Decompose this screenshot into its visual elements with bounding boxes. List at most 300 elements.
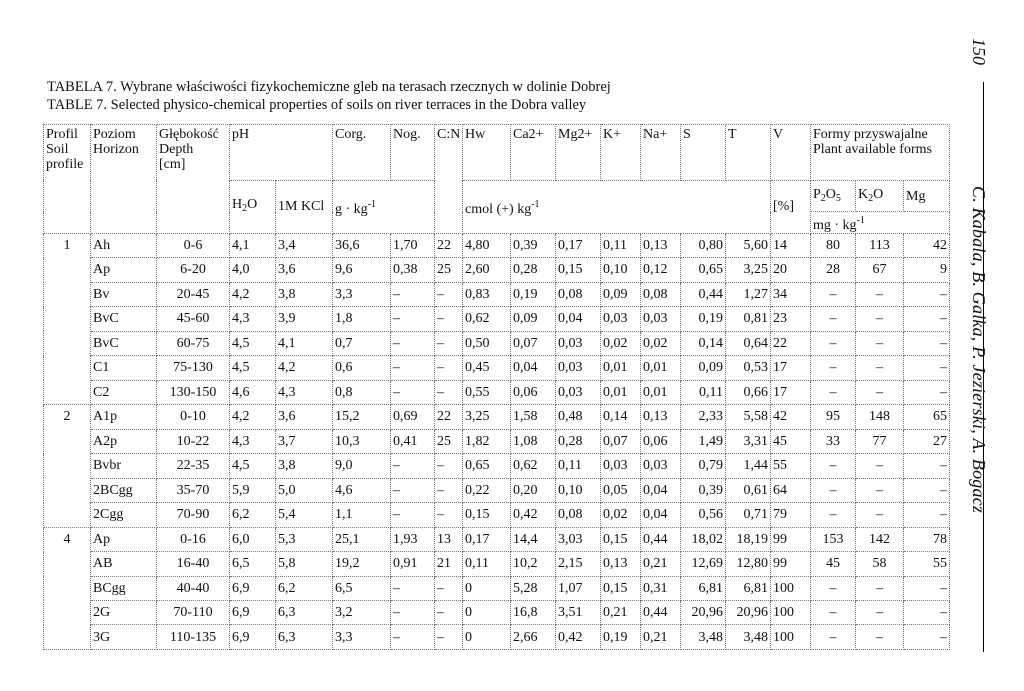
table-cell: –: [435, 356, 463, 380]
table-cell: 6,3: [276, 625, 333, 650]
table-cell: –: [856, 503, 904, 527]
table-cell: 2G: [91, 600, 157, 624]
table-cell: 75-130: [157, 356, 230, 380]
table-cell: 2BCgg: [91, 478, 157, 502]
table-cell: 1,1: [333, 503, 391, 527]
table-cell: 0,64: [726, 331, 771, 355]
table-cell: 12,80: [726, 552, 771, 576]
table-cell: 0,19: [681, 307, 726, 331]
table-row: [44, 380, 950, 404]
table-cell: 0,19: [511, 282, 556, 306]
table-cell: BvC: [91, 307, 157, 331]
table-cell: 1,58: [511, 405, 556, 429]
header-corg: Corg.: [333, 125, 391, 181]
table-cell: –: [856, 331, 904, 355]
table-cell: –: [435, 625, 463, 650]
table-cell: –: [904, 503, 950, 527]
table-cell: 0,50: [463, 331, 511, 355]
header-unit-cmol: cmol (+) $kg^{-1}$: [463, 180, 771, 233]
table-cell: 3,8: [276, 282, 333, 306]
table-cell: 0,42: [511, 503, 556, 527]
table-cell: 4,3: [230, 429, 276, 453]
header-poziom: Poziom Horizon: [91, 125, 157, 234]
table-cell: 0,04: [641, 478, 681, 502]
table-cell: 0,21: [601, 600, 641, 624]
header-cn: C:N: [435, 125, 463, 234]
table-cell: 0,13: [601, 552, 641, 576]
table-cell: 0,11: [463, 552, 511, 576]
header-unit-g: $g \cdot kg^{-1}$: [333, 180, 435, 233]
table-cell: 6-20: [157, 258, 230, 282]
table-cell: 0: [463, 576, 511, 600]
table-cell: 0,09: [601, 282, 641, 306]
table-cell: 22: [435, 233, 463, 257]
table-row: [44, 405, 950, 429]
table-cell: 0,14: [601, 405, 641, 429]
table-cell: –: [435, 380, 463, 404]
table-cell: 0,91: [391, 552, 435, 576]
table-cell: 58: [856, 552, 904, 576]
header-glebokosc: Głębokość Depth [cm]: [157, 125, 230, 234]
table-cell: 2,60: [463, 258, 511, 282]
table-cell: 99: [771, 552, 811, 576]
table-cell: 0,21: [641, 625, 681, 650]
page-number: 150: [969, 38, 989, 65]
table-cell: 1,44: [726, 454, 771, 478]
table-cell: –: [904, 331, 950, 355]
table-cell: 3,8: [276, 454, 333, 478]
table-cell: 9,6: [333, 258, 391, 282]
table-cell: 4,80: [463, 233, 511, 257]
table-cell: 79: [771, 503, 811, 527]
table-cell: 65: [904, 405, 950, 429]
table-cell: A1p: [91, 405, 157, 429]
table-cell: 5,8: [276, 552, 333, 576]
table-cell: 4,5: [230, 454, 276, 478]
table-cell: 4,5: [230, 356, 276, 380]
table-cell: 9,0: [333, 454, 391, 478]
table-cell: –: [435, 600, 463, 624]
table-cell: 33: [811, 429, 856, 453]
table-cell: 13: [435, 527, 463, 551]
table-cell: 16-40: [157, 552, 230, 576]
table-cell: –: [811, 380, 856, 404]
table-cell: –: [856, 576, 904, 600]
table-cell: 10,3: [333, 429, 391, 453]
table-cell: 4,6: [230, 380, 276, 404]
header-unit-pct: [%]: [771, 180, 811, 233]
table-cell: 0,04: [556, 307, 601, 331]
table-caption: [47, 78, 611, 114]
table-cell: 100: [771, 625, 811, 650]
table-cell: A2p: [91, 429, 157, 453]
table-cell: 3G: [91, 625, 157, 650]
table-cell: 0,44: [641, 600, 681, 624]
table-cell: 4,2: [230, 405, 276, 429]
table-cell: 0,56: [681, 503, 726, 527]
table-cell: 0,6: [333, 356, 391, 380]
table-cell: 6,3: [276, 600, 333, 624]
table-cell: 4,2: [230, 282, 276, 306]
table-cell: 0-6: [157, 233, 230, 257]
table-cell: 0,31: [641, 576, 681, 600]
table-cell: 0,28: [511, 258, 556, 282]
table-cell: 4,0: [230, 258, 276, 282]
table-cell: 0,01: [601, 356, 641, 380]
table-cell: 0,81: [726, 307, 771, 331]
table-cell: –: [391, 331, 435, 355]
table-cell: 3,25: [726, 258, 771, 282]
header-k: K+: [601, 125, 641, 181]
table-cell: 0-10: [157, 405, 230, 429]
table-cell: –: [435, 576, 463, 600]
table-cell: 0,11: [556, 454, 601, 478]
table-cell: –: [811, 625, 856, 650]
table-cell: 0,62: [511, 454, 556, 478]
table-cell: 67: [856, 258, 904, 282]
table-cell: –: [856, 282, 904, 306]
table-cell: –: [904, 282, 950, 306]
header-unit-mg: mg · $kg^{-1}$: [811, 212, 950, 233]
table-row: [44, 356, 950, 380]
table-cell: 22-35: [157, 454, 230, 478]
caption-english: TABLE 7. Selected physico-chemical properties of soils on river terraces in the Dobra valley: [47, 97, 587, 113]
table-cell: 153: [811, 527, 856, 551]
table-cell: 3,4: [276, 233, 333, 257]
table-cell: 45: [771, 429, 811, 453]
table-cell: 0,07: [601, 429, 641, 453]
table-cell: 6,2: [230, 503, 276, 527]
header-h2o: $H_2O$: [230, 180, 276, 233]
table-cell: 0,08: [556, 503, 601, 527]
table-cell: –: [435, 454, 463, 478]
table-cell: –: [856, 600, 904, 624]
table-cell: 60-75: [157, 331, 230, 355]
table-cell: 70-90: [157, 503, 230, 527]
table-cell: 1,93: [391, 527, 435, 551]
table-cell: –: [435, 307, 463, 331]
table-cell: 25,1: [333, 527, 391, 551]
table-cell: 0,11: [601, 233, 641, 257]
table-cell: 0-16: [157, 527, 230, 551]
table-cell: –: [435, 478, 463, 502]
table-cell: 0,13: [641, 405, 681, 429]
table-row: [44, 233, 950, 257]
table-cell: –: [391, 625, 435, 650]
header-hw: Hw: [463, 125, 511, 181]
table-cell: 0,02: [601, 503, 641, 527]
table-cell: 3,31: [726, 429, 771, 453]
table-cell: –: [391, 307, 435, 331]
table-cell: 0,01: [601, 380, 641, 404]
table-cell: 2Cgg: [91, 503, 157, 527]
table-cell: 0,02: [601, 331, 641, 355]
table-cell: 0,04: [641, 503, 681, 527]
table-cell: –: [856, 356, 904, 380]
table-cell: –: [856, 625, 904, 650]
table-cell: 100: [771, 576, 811, 600]
table-cell: 0,03: [641, 454, 681, 478]
table-cell: –: [904, 454, 950, 478]
header-mg2: Mg2+: [556, 125, 601, 181]
table-row: [44, 527, 950, 551]
table-cell: 6,2: [276, 576, 333, 600]
table-cell: C2: [91, 380, 157, 404]
table-cell: 4,1: [230, 233, 276, 257]
table-cell: 1,70: [391, 233, 435, 257]
table-cell: 0,17: [463, 527, 511, 551]
table-cell: 0,55: [463, 380, 511, 404]
table-cell: –: [391, 380, 435, 404]
table-row: [44, 307, 950, 331]
table-row: [44, 552, 950, 576]
table-cell: 70-110: [157, 600, 230, 624]
table-cell: –: [391, 356, 435, 380]
table-cell: 0,06: [511, 380, 556, 404]
soil-properties-table: [43, 124, 950, 650]
table-cell: 4,1: [276, 331, 333, 355]
table-cell: 10,2: [511, 552, 556, 576]
table-cell: 6,5: [333, 576, 391, 600]
table-cell: 20: [771, 258, 811, 282]
table-cell: 0,03: [556, 331, 601, 355]
profile-id-cell: 2: [44, 405, 91, 527]
table-cell: 14,4: [511, 527, 556, 551]
table-cell: 3,03: [556, 527, 601, 551]
table-row: [44, 576, 950, 600]
table-row: [44, 600, 950, 624]
table-cell: 0,45: [463, 356, 511, 380]
header-v: V: [771, 125, 811, 181]
header-formy: Formy przyswajalne Plant available forms: [811, 125, 950, 181]
table-cell: –: [811, 307, 856, 331]
table-cell: 0,22: [463, 478, 511, 502]
table-cell: –: [904, 307, 950, 331]
table-cell: 2,15: [556, 552, 601, 576]
table-cell: 4,5: [230, 331, 276, 355]
table-cell: –: [435, 331, 463, 355]
header-profil: Profil Soil profile: [44, 125, 91, 234]
table-cell: –: [904, 478, 950, 502]
table-cell: 6,9: [230, 625, 276, 650]
table-cell: 0,15: [601, 576, 641, 600]
table-cell: 0,21: [641, 552, 681, 576]
table-row: [44, 625, 950, 650]
table-cell: 0,17: [556, 233, 601, 257]
table-cell: –: [811, 503, 856, 527]
table-cell: C1: [91, 356, 157, 380]
table-cell: 99: [771, 527, 811, 551]
table-cell: 18,19: [726, 527, 771, 551]
table-cell: BCgg: [91, 576, 157, 600]
table-cell: 4,2: [276, 356, 333, 380]
table-cell: 36,6: [333, 233, 391, 257]
table-cell: 14: [771, 233, 811, 257]
table-cell: 42: [771, 405, 811, 429]
header-ca: Ca2+: [511, 125, 556, 181]
table-cell: 0,08: [641, 282, 681, 306]
table-cell: 2,33: [681, 405, 726, 429]
table-cell: 5,0: [276, 478, 333, 502]
table-cell: 17: [771, 356, 811, 380]
table-cell: 23: [771, 307, 811, 331]
table-cell: –: [904, 576, 950, 600]
table-cell: AB: [91, 552, 157, 576]
table-cell: 6,81: [681, 576, 726, 600]
table-cell: 0: [463, 600, 511, 624]
table-cell: 64: [771, 478, 811, 502]
profile-id-cell: 4: [44, 527, 91, 649]
table-cell: 12,69: [681, 552, 726, 576]
table-row: [44, 503, 950, 527]
table-cell: 142: [856, 527, 904, 551]
table-cell: –: [811, 356, 856, 380]
table-cell: 9: [904, 258, 950, 282]
table-cell: –: [391, 478, 435, 502]
table-cell: 130-150: [157, 380, 230, 404]
table-cell: 15,2: [333, 405, 391, 429]
table-cell: –: [904, 380, 950, 404]
table-cell: 0,7: [333, 331, 391, 355]
table-cell: 6,5: [230, 552, 276, 576]
table-cell: 0,28: [556, 429, 601, 453]
table-cell: 0,10: [601, 258, 641, 282]
table-cell: 1,49: [681, 429, 726, 453]
table-cell: 0,15: [556, 258, 601, 282]
table-cell: –: [904, 356, 950, 380]
table-cell: 1,07: [556, 576, 601, 600]
table-cell: 55: [904, 552, 950, 576]
table-body: [44, 125, 950, 650]
table-cell: 0,06: [641, 429, 681, 453]
table-cell: Ah: [91, 233, 157, 257]
table-cell: 0,01: [641, 380, 681, 404]
table-cell: 6,9: [230, 600, 276, 624]
table-cell: 0,44: [681, 282, 726, 306]
table-cell: 0,02: [641, 331, 681, 355]
header-p2o5: $P_2O_5$: [811, 180, 856, 212]
table-cell: 0,39: [511, 233, 556, 257]
table-cell: 110-135: [157, 625, 230, 650]
table-cell: 0,83: [463, 282, 511, 306]
table-cell: 19,2: [333, 552, 391, 576]
table-cell: –: [856, 307, 904, 331]
table-cell: 2,66: [511, 625, 556, 650]
table-cell: –: [811, 576, 856, 600]
table-cell: 1,27: [726, 282, 771, 306]
table-cell: 0,65: [681, 258, 726, 282]
table-cell: 25: [435, 429, 463, 453]
table-cell: –: [811, 454, 856, 478]
table-cell: 148: [856, 405, 904, 429]
table-cell: 0,03: [641, 307, 681, 331]
table-cell: 0,44: [641, 527, 681, 551]
table-cell: 0,53: [726, 356, 771, 380]
table-cell: 0,14: [681, 331, 726, 355]
table-cell: 3,48: [681, 625, 726, 650]
table-cell: 0,05: [601, 478, 641, 502]
table-cell: 10-22: [157, 429, 230, 453]
table-cell: 0,15: [463, 503, 511, 527]
table-cell: 0,12: [641, 258, 681, 282]
table-cell: –: [391, 600, 435, 624]
table-cell: 28: [811, 258, 856, 282]
table-cell: 17: [771, 380, 811, 404]
table-cell: 0,69: [391, 405, 435, 429]
table-cell: 40-40: [157, 576, 230, 600]
table-cell: –: [811, 478, 856, 502]
table-cell: –: [391, 454, 435, 478]
header-k2o: $K_2O$: [856, 180, 904, 212]
table-cell: 20,96: [681, 600, 726, 624]
table-cell: 1,08: [511, 429, 556, 453]
table-row: [44, 331, 950, 355]
table-cell: 0,8: [333, 380, 391, 404]
table-cell: –: [856, 380, 904, 404]
table-cell: –: [811, 600, 856, 624]
header-t: T: [726, 125, 771, 181]
table-cell: Bvbr: [91, 454, 157, 478]
caption-polish: TABELA 7. Wybrane właściwości fizykochemiczne gleb na terasach rzecznych w dolinie Dobrej: [47, 79, 611, 95]
header-nog: Nog.: [391, 125, 435, 181]
header-na: Na+: [641, 125, 681, 181]
table-cell: 35-70: [157, 478, 230, 502]
table-cell: –: [391, 282, 435, 306]
table-cell: 0,42: [556, 625, 601, 650]
table-cell: 0,03: [601, 307, 641, 331]
table-cell: 78: [904, 527, 950, 551]
table-cell: 0,80: [681, 233, 726, 257]
table-cell: 18,02: [681, 527, 726, 551]
table-cell: 55: [771, 454, 811, 478]
table-cell: –: [811, 331, 856, 355]
table-cell: 5,4: [276, 503, 333, 527]
table-cell: 3,9: [276, 307, 333, 331]
table-cell: 3,48: [726, 625, 771, 650]
table-cell: 0,04: [511, 356, 556, 380]
table-cell: 0,13: [641, 233, 681, 257]
table-cell: 0,09: [681, 356, 726, 380]
table-cell: 0,41: [391, 429, 435, 453]
table-cell: 5,9: [230, 478, 276, 502]
table-cell: 5,3: [276, 527, 333, 551]
table-cell: 0,79: [681, 454, 726, 478]
table-cell: 21: [435, 552, 463, 576]
table-cell: BvC: [91, 331, 157, 355]
table-cell: 5,58: [726, 405, 771, 429]
table-cell: 6,0: [230, 527, 276, 551]
table-cell: 0,19: [601, 625, 641, 650]
table-cell: 0,03: [556, 380, 601, 404]
table-cell: 0,38: [391, 258, 435, 282]
table-row: [44, 454, 950, 478]
table-cell: 3,6: [276, 405, 333, 429]
table-row: [44, 282, 950, 306]
table-cell: 42: [904, 233, 950, 257]
table-cell: 4,3: [230, 307, 276, 331]
table-cell: 0,61: [726, 478, 771, 502]
table-cell: –: [856, 454, 904, 478]
table-cell: 0: [463, 625, 511, 650]
table-cell: Ap: [91, 258, 157, 282]
table-cell: 1,82: [463, 429, 511, 453]
header-kcl: 1M KCl: [276, 180, 333, 233]
header-mg: Mg: [904, 180, 950, 212]
table-cell: 34: [771, 282, 811, 306]
table-cell: 20,96: [726, 600, 771, 624]
table-cell: 25: [435, 258, 463, 282]
profile-id-cell: 1: [44, 233, 91, 404]
